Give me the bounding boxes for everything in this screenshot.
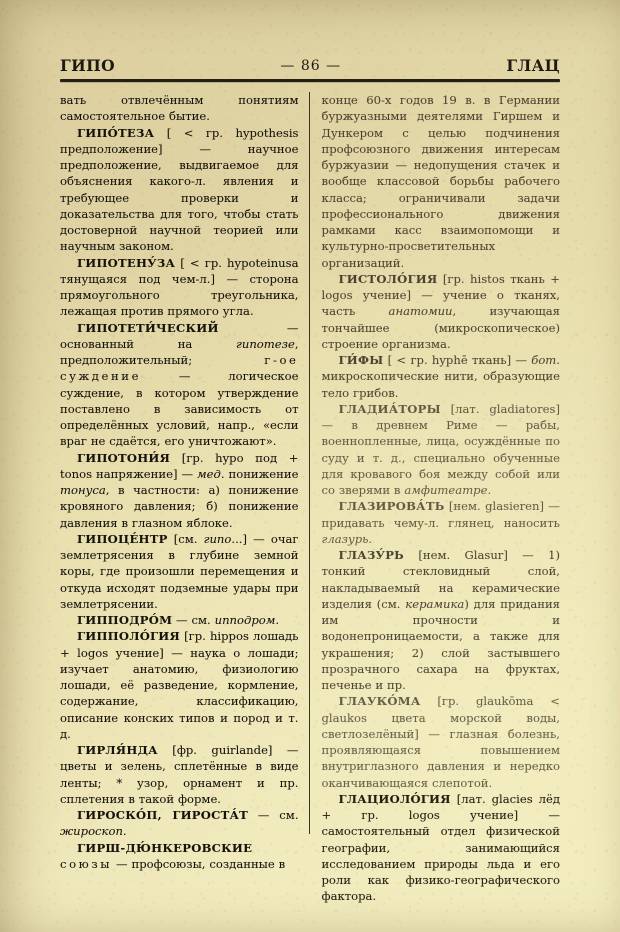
entry-gipotoniya: ГИПОТОНИ́Я [гр. hypo под + tonos напряжение] — мед. понижение тонуса, в частности: а) понижение кровяного давления; б) понижение давления в глазном яблоке.	[60, 450, 299, 530]
entry-girsh-dunkerovskie: ГИРШ-ДЮ́НКЕРОВСКИЕ союзы — профсоюзы, созданные в	[60, 840, 286, 871]
running-head	[60, 56, 560, 75]
entry-glaukoma: ГЛАУКО́МА [гр. glaukōma < glaukos цвета морской воды, светлозелёный] — глазная болезнь, проявляющаяся повышением внутриглазного давления и нередко оканчивающаяся слепотой.	[321, 694, 560, 790]
header-rule	[60, 79, 560, 82]
entry-giroskop-girostat: ГИРОСКО́П, ГИРОСТА́Т — см. жироскоп.	[60, 808, 299, 839]
entry-gipoteticheskiy: ГИПОТЕТИ́ЧЕСКИЙ — основанный на гипотезе, предположительный; г-ое суждение — логическое суждение, в котором утверждение поставлено в зависимость от определённых условий, напр., «если враг не сдаётся, его уничтожают».	[60, 320, 299, 449]
right-column	[310, 92, 561, 904]
entry-gladiatory: ГЛАДИА́ТОРЫ [лат. gladiatores] — в древнем Риме — рабы, военнопленные, лица, осуждённые по суду и т. д., специально обученные для кровавого боя между собой или со зверями в амфитеатре.	[321, 401, 560, 497]
entry-girlyanda: ГИРЛЯ́НДА [фр. guirlande] — цветы и зелень, сплетённые в виде ленты; * узор, орнамент и пр. сплетения в такой форме.	[60, 743, 299, 806]
entry-gipocentr: ГИПОЦЕ́НТР [см. гипо...] — очаг землетрясения в глубине земной коры, где произошли перемещения и откуда исходят подземные удары при землетрясении.	[60, 531, 299, 611]
columns-container	[60, 92, 561, 904]
entry-gippodrom: ГИППОДРО́М — см. ипподром.	[77, 613, 280, 627]
entry-gippologiya: ГИППОЛО́ГИЯ [гр. hippos лошадь + logos учение] — наука о лошади; изучает анатомию, физиологию лошади, её разведение, кормление, содержание, классификацию, описание конских типов и пород и т. д.	[60, 629, 299, 741]
entry-carryover: вать отвлечённым понятиям самостоятельное бытие.	[60, 93, 299, 124]
column-divider	[309, 92, 310, 834]
entry-glazur: ГЛАЗУ́РЬ [нем. Glasur] — 1) тонкий стекловидный слой, накладываемый на керамические изделия (см. керамика) для придания им прочности и водонепроницаемости, а также для украшения; 2) слой застывшего прозрачного сахара на фруктах, печенье и пр.	[321, 548, 560, 692]
left-column	[60, 92, 309, 872]
running-head-right: ГЛАЦ	[506, 56, 560, 75]
page-number: — 86 —	[280, 58, 342, 74]
entry-gipotenuza: ГИПОТЕНУ́ЗА [ < гр. hypoteinusa тянущаяся под чем-л.] — сторона прямоугольного треугольника, лежащая против прямого угла.	[60, 255, 299, 319]
entry-gistologiya: ГИСТОЛО́ГИЯ [гр. histos ткань + logos учение] — учение о тканях, часть анатомии, изучающая тончайшее (микроскопическое) строение организма.	[321, 271, 561, 351]
entry-gify: ГИ́ФЫ [ < гр. hyphē ткань] — бот. микроскопические нити, образующие тело грибов.	[321, 353, 560, 400]
running-head-left: ГИПО	[60, 56, 116, 75]
entry-glaciologiya: ГЛАЦИОЛО́ГИЯ [лат. glacies лёд + гр. logos учение] — самостоятельный отдел физической географии, занимающийся исследованием природы льда и его роли как физико-географического фактора.	[321, 791, 560, 904]
entry-girsh-dunkerovskie-continuation: конце 60-х годов 19 в. в Германии буржуазными деятелями Гиршем и Дункером с целью подчинения профсоюзного движения интересам буржуазии — недопущения стачек и вообще классовой борьбы рабочего класса; ограничивали задачи профессионального движения рамками касс взаимопомощи и культурно-просветительных организаций.	[321, 93, 560, 270]
entry-gipoteza: ГИПО́ТЕЗА [ < гр. hypothesis предположение] — научное предположение, выдвигаемое для объяснения какого-л. явления и требующее проверки и доказательства для того, чтобы стать достоверной научной теорией или научным законом.	[60, 125, 299, 254]
entry-glazirovat: ГЛАЗИРОВА́ТЬ [нем. glasieren] — придавать чему-л. глянец, наносить глазурь.	[321, 499, 560, 546]
